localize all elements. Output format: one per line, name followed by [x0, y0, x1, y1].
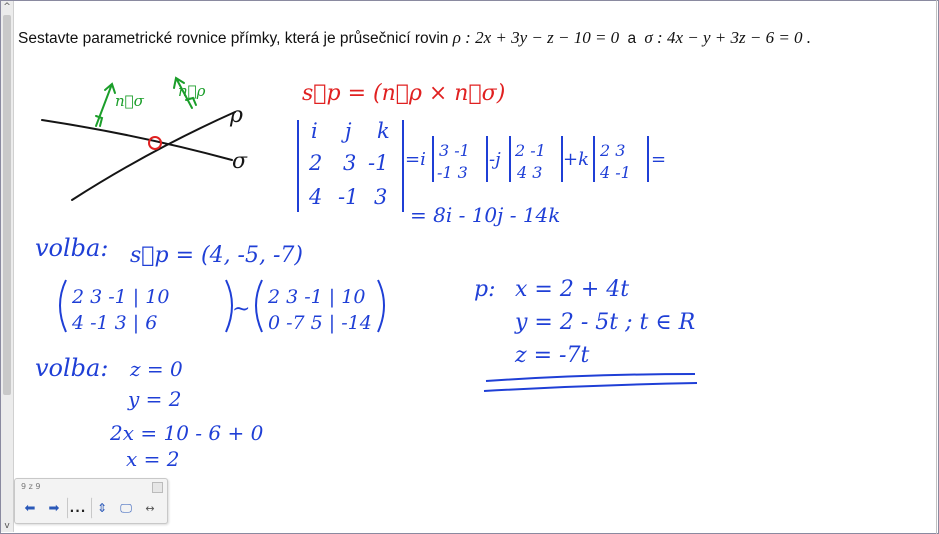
fit-page-icon: ⇕: [96, 501, 108, 515]
cross-product-result: = 8i - 10j - 14k: [410, 203, 561, 227]
parametric-equations: [474, 277, 697, 391]
det-row2-c3: -1: [368, 151, 389, 175]
expansion-eq-i: =i: [405, 149, 426, 170]
forward-button[interactable]: [43, 497, 65, 519]
page-indicator: 9 z 9: [21, 482, 41, 491]
volba-label-1: volba:: [35, 234, 109, 262]
normal-sigma-label: n⃗σ: [115, 92, 144, 110]
det-row1-c3: k: [377, 119, 390, 143]
step-2x: 2x = 10 - 6 + 0: [110, 421, 264, 445]
scroll-up-icon[interactable]: ^: [3, 2, 11, 12]
problem-prefix: Sestavte parametrické rovnice přímky, která je průsečnicí rovin: [18, 30, 449, 47]
determinant: [298, 119, 403, 212]
line-p-label: p:: [474, 277, 496, 302]
direction-vector-choice: s⃗p = (4, -5, -7): [130, 243, 303, 268]
problem-and: a: [627, 30, 637, 47]
minor1-row1: 3 -1: [439, 141, 470, 160]
det-row2-c1: 2: [309, 151, 323, 175]
normal-rho-label: n⃗ρ: [178, 82, 206, 100]
minor1-row2: -1 3: [437, 163, 468, 182]
scroll-down-icon[interactable]: v: [4, 521, 10, 531]
resize-icon: ↔: [145, 501, 155, 515]
more-button[interactable]: ...: [67, 497, 89, 519]
equation-y: y = 2 - 5t ; t ∈ R: [515, 310, 696, 335]
monitor-icon: 🖵: [120, 500, 132, 515]
matrix-right-row1: 2 3 -1 | 10: [268, 286, 366, 308]
volba-label-2: volba:: [35, 354, 109, 382]
augmented-matrices: [60, 280, 384, 334]
cofactor-expansion: [405, 136, 666, 182]
plane-sigma-equation: σ : 4x − y + 3z − 6 = 0 .: [644, 28, 812, 47]
resize-button[interactable]: [139, 497, 161, 519]
minor2-row1: 2 -1: [515, 141, 546, 160]
det-row1-c1: i: [311, 119, 318, 143]
equation-x: x = 2 + 4t: [515, 277, 630, 302]
fit-page-button[interactable]: [91, 497, 113, 519]
expansion-plus-k: +k: [563, 149, 589, 170]
expansion-minus-j: -j: [489, 149, 501, 170]
underline-2: [484, 383, 697, 391]
equation-z: z = -7t: [515, 343, 590, 368]
expansion-eq-end: =: [651, 149, 667, 170]
underline-1: [486, 374, 695, 381]
back-button[interactable]: [19, 497, 41, 519]
right-paren-2: [378, 280, 384, 332]
det-row3-c2: -1: [338, 185, 359, 209]
matrix-left-row2: 4 -1 3 | 6: [72, 312, 158, 334]
display-button[interactable]: [115, 497, 137, 519]
step-y: y = 2: [128, 387, 182, 411]
minor3-row2: 4 -1: [600, 163, 631, 182]
planes-sketch: [42, 112, 235, 200]
toolbar-close-icon[interactable]: [152, 482, 163, 493]
det-row3-c3: 3: [374, 185, 388, 209]
direction-vector-formula: s⃗p = (n⃗ρ × n⃗σ): [302, 81, 506, 106]
step-z: z = 0: [130, 357, 183, 381]
navigation-toolbar: [14, 478, 168, 524]
plane-rho-equation: ρ : 2x + 3y − z − 10 = 0: [452, 28, 620, 47]
matrix-left-row1: 2 3 -1 | 10: [72, 286, 170, 308]
det-row2-c2: 3: [343, 151, 357, 175]
arrow-right-icon: ➡: [48, 500, 60, 516]
left-paren-2: [256, 280, 262, 332]
rho-label: ρ: [230, 103, 243, 128]
minor2-row2: 4 3: [517, 163, 543, 182]
normal-sigma-arrow: [96, 84, 115, 126]
matrix-equivalence: ~: [232, 297, 251, 322]
det-row1-c2: j: [345, 119, 352, 143]
matrix-right-row2: 0 -7 5 | -14: [268, 312, 372, 334]
left-paren-1: [60, 280, 66, 332]
sigma-label: σ: [232, 149, 248, 174]
minor3-row1: 2 3: [600, 141, 626, 160]
arrow-left-icon: ⬅: [24, 500, 36, 516]
step-x: x = 2: [126, 447, 180, 471]
det-row3-c1: 4: [309, 185, 323, 209]
